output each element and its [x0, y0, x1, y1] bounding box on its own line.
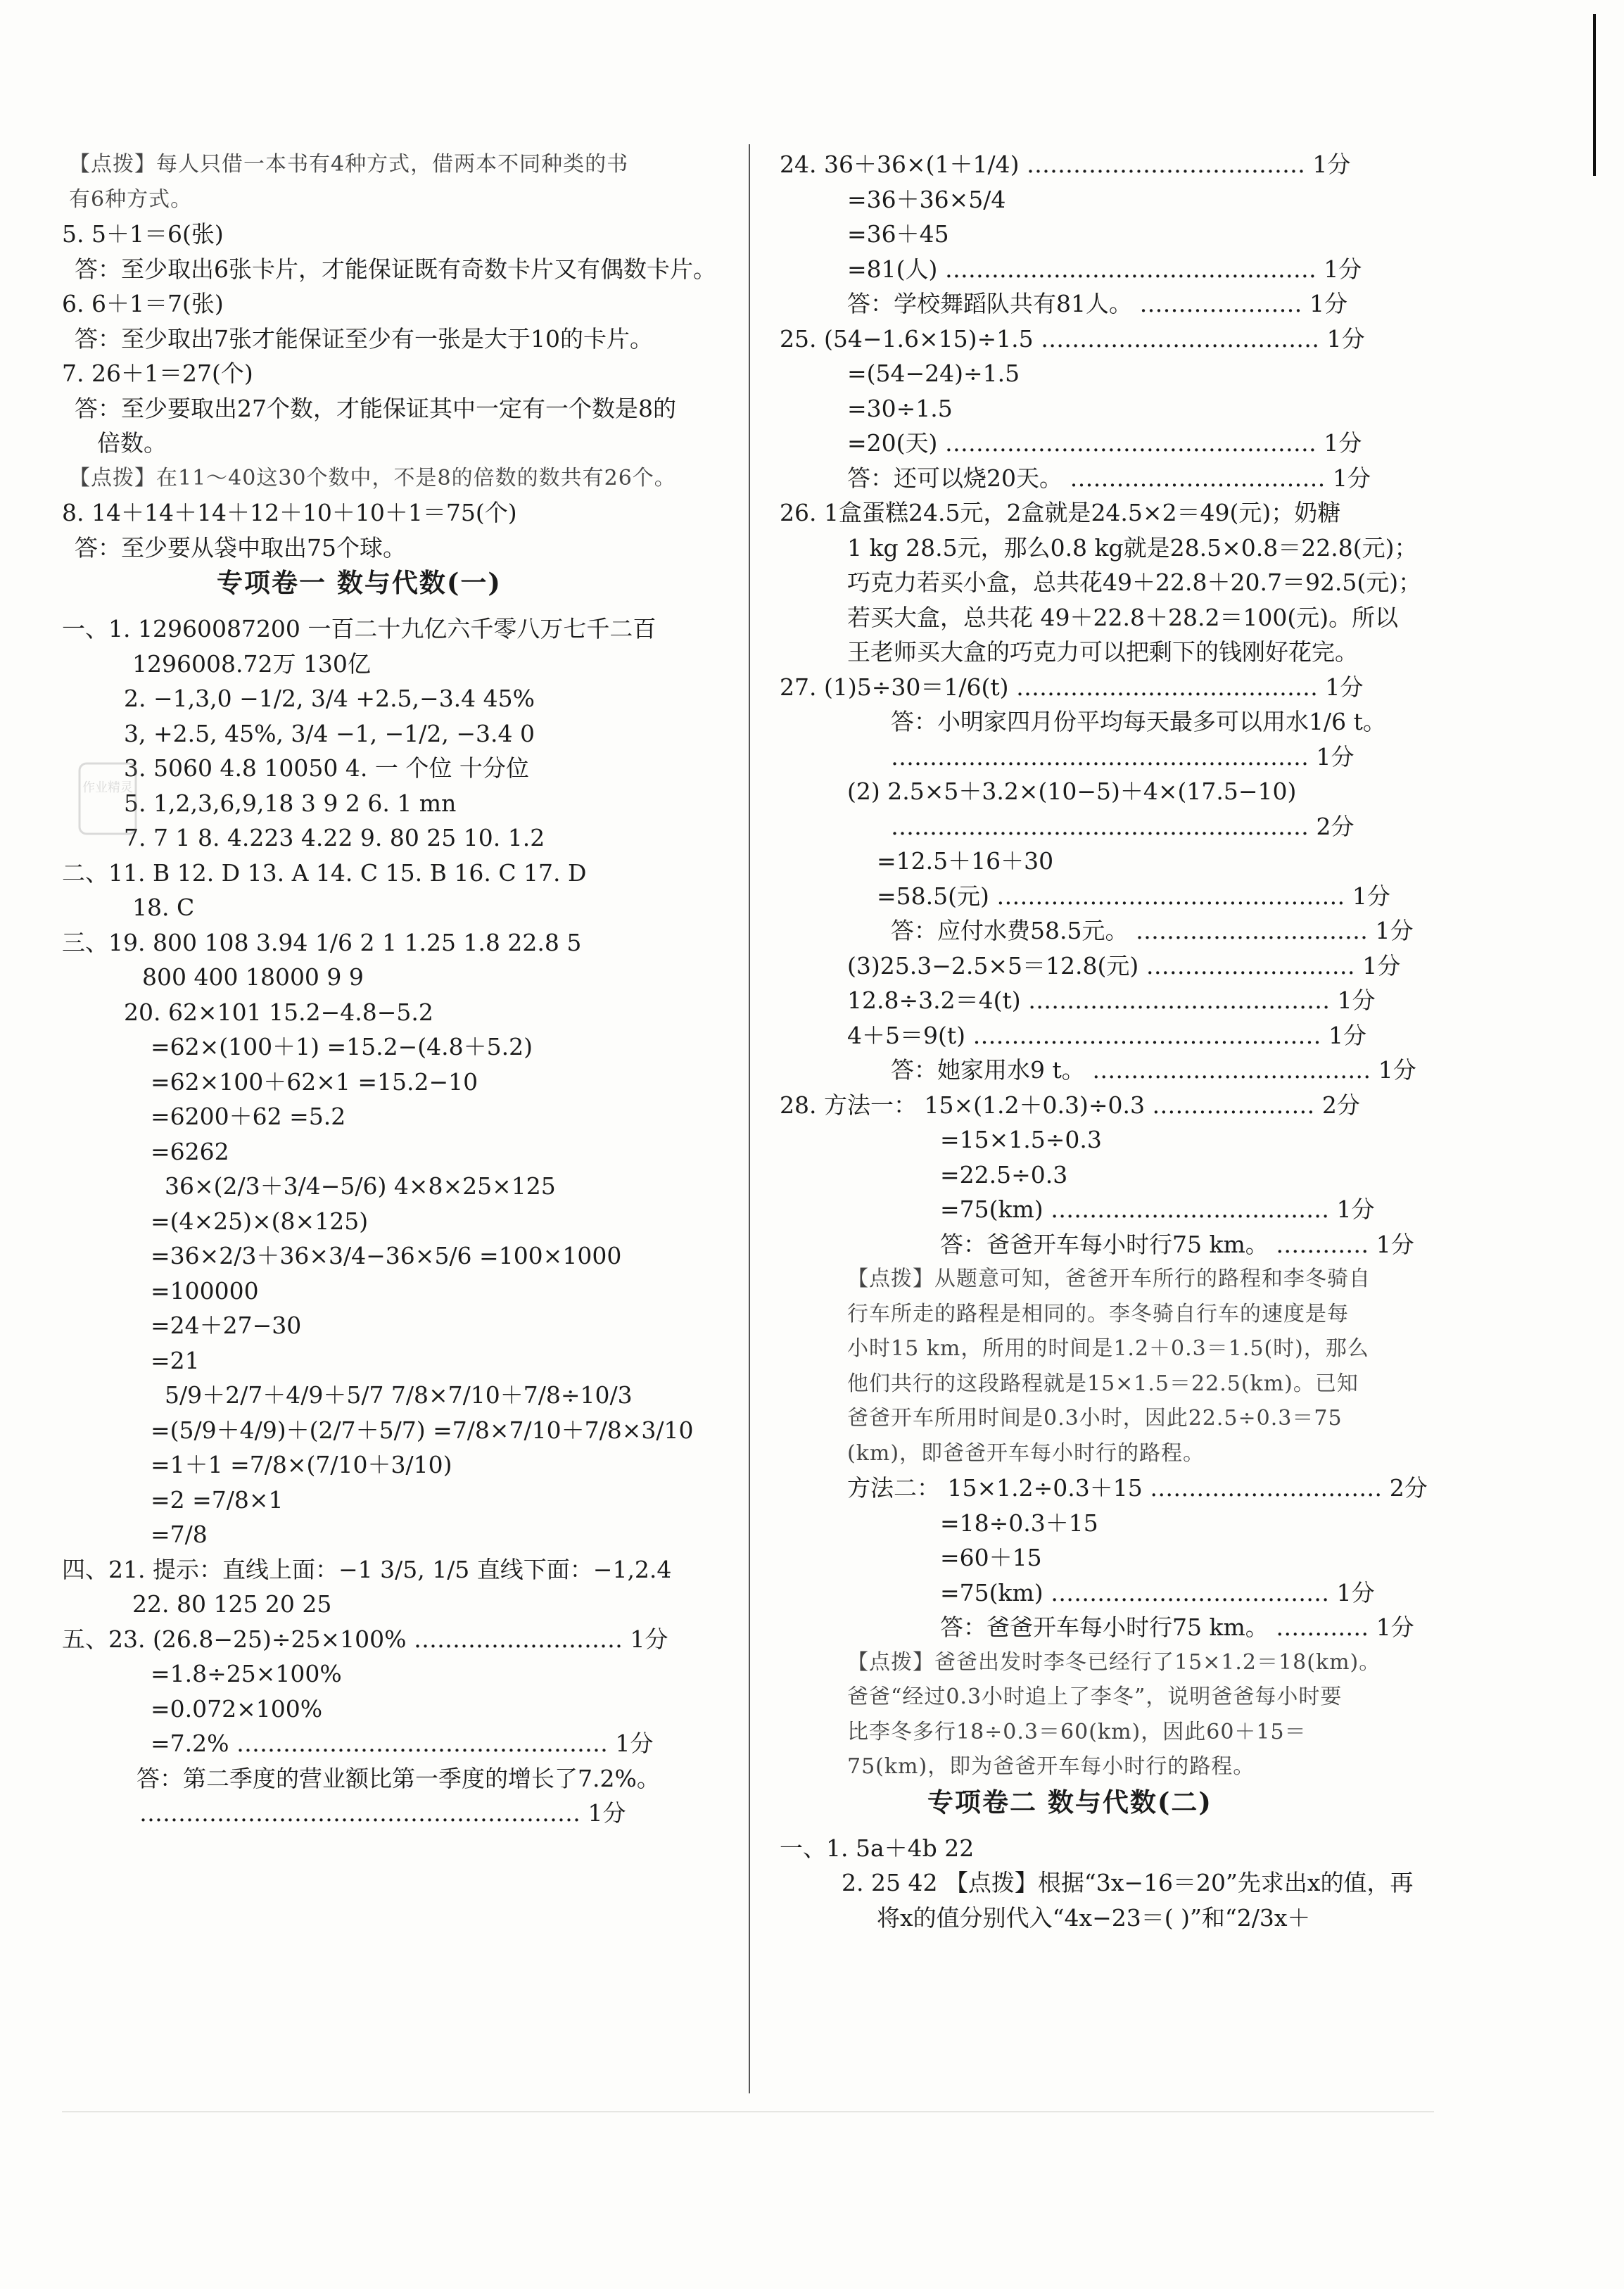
- answer-line: 25. (54−1.6×15)÷1.5 ……………………………… 1分: [780, 324, 1365, 353]
- answer-line: 24. 36＋36×(1＋1/4) ……………………………… 1分: [780, 151, 1351, 178]
- answer-line: 28. 方法一： 15×(1.2＋0.3)÷0.3 ………………… 2分: [780, 1091, 1360, 1119]
- answer-line: 将x的值分别代入“4x−23＝( )”和“2/3x＋: [877, 1903, 1311, 1932]
- answer-line: 王老师买大盒的巧克力可以把剩下的钱刚好花完。: [847, 638, 1358, 666]
- answer-line: 答：第二季度的营业额比第一季度的增长了7.2%。: [137, 1764, 660, 1792]
- answer-line: =30÷1.5: [847, 394, 953, 422]
- hint-line: 有6种方式。: [69, 186, 193, 212]
- answer-line: 若买大盒，总共花 49＋22.8＋28.2＝100(元)。所以: [847, 603, 1399, 631]
- answer-line: =62×100＋62×1 =15.2−10: [151, 1067, 478, 1096]
- answer-line: =7/8: [151, 1521, 208, 1548]
- hint-line: 【点拨】在11～40这30个数中，不是8的倍数的数共有26个。: [69, 465, 676, 490]
- column-divider: [749, 144, 750, 2093]
- answer-line: (2) 2.5×5＋3.2×(10−5)＋4×(17.5−10): [847, 778, 1297, 805]
- hint-line: 行车所走的路程是相同的。李冬骑自行车的速度是每: [847, 1301, 1349, 1326]
- answer-line: =21: [151, 1346, 200, 1374]
- answer-line: 五、23. (26.8−25)÷25×100% ……………………… 1分: [62, 1625, 668, 1653]
- answer-line: =36＋36×5/4: [847, 185, 1006, 213]
- hint-line: 75(km)，即为爸爸开车每小时行的路程。: [847, 1754, 1255, 1779]
- answer-line: 答：学校舞蹈队共有81人。 ………………… 1分: [847, 290, 1347, 317]
- answer-line: 800 400 18000 9 9: [142, 963, 364, 991]
- answer-line: 答：应付水费58.5元。 ………………………… 1分: [891, 917, 1414, 944]
- hint-line: 【点拨】每人只借一本书有4种方式，借两本不同种类的书: [69, 152, 629, 177]
- hint-line: 爸爸“经过0.3小时追上了李冬”，说明爸爸每小时要: [847, 1685, 1343, 1709]
- answer-line: =(5/9＋4/9)＋(2/7＋5/7) =7/8×7/10＋7/8×3/10: [151, 1416, 694, 1444]
- answer-line: 22. 80 125 20 25: [132, 1590, 332, 1618]
- answer-line: =12.5＋16＋30: [877, 847, 1054, 875]
- answer-line: 一、1. 5a＋4b 22: [780, 1834, 975, 1862]
- scan-edge-mark: [1593, 14, 1596, 176]
- answer-line: 7. 26＋1＝27(个): [62, 360, 253, 387]
- section-title: 专项卷二 数与代数(二): [927, 1786, 1212, 1818]
- answer-line: =1＋1 =7/8×(7/10＋3/10): [151, 1451, 452, 1478]
- answer-line: =15×1.5÷0.3: [940, 1126, 1102, 1153]
- answer-line: 4＋5＝9(t) ……………………………………… 1分: [847, 1021, 1366, 1049]
- answer-line: 18. C: [132, 894, 195, 921]
- answer-line: 答：至少要取出27个数，才能保证其中一定有一个数是8的: [75, 394, 676, 422]
- hint-line: 比李冬多行18÷0.3＝60(km)，因此60＋15＝: [847, 1719, 1307, 1744]
- answer-line: 2. −1,3,0 −1/2, 3/4 +2.5,−3.4 45%: [124, 685, 535, 712]
- answer-line: =22.5÷0.3: [940, 1160, 1068, 1188]
- answer-line: 答：爸爸开车每小时行75 km。 ………… 1分: [940, 1230, 1414, 1258]
- watermark-stamp: [76, 760, 139, 837]
- answer-line: =0.072×100%: [151, 1694, 323, 1723]
- answer-line: =6200＋62 =5.2: [151, 1103, 346, 1130]
- answer-line: =7.2% ………………………………………… 1分: [151, 1730, 654, 1757]
- answer-line: 答：她家用水9 t。 ……………………………… 1分: [891, 1056, 1416, 1084]
- answer-line: 5. 1,2,3,6,9,18 3 9 2 6. 1 mn: [124, 789, 457, 817]
- answer-line: =(54−24)÷1.5: [847, 360, 1020, 387]
- answer-line: =6262: [151, 1137, 229, 1165]
- answer-line: =58.5(元) ……………………………………… 1分: [877, 882, 1390, 910]
- answer-line: 二、11. B 12. D 13. A 14. C 15. B 16. C 17. D: [62, 858, 587, 887]
- answer-line: =81(人) ………………………………………… 1分: [847, 255, 1362, 283]
- answer-line: 5/9＋2/7＋4/9＋5/7 7/8×7/10＋7/8÷10/3: [165, 1381, 633, 1409]
- answer-line: ……………………………………………… 1分: [891, 742, 1355, 771]
- answer-line: 8. 14＋14＋14＋12＋10＋10＋1＝75(个): [62, 499, 517, 526]
- answer-line: 答：爸爸开车每小时行75 km。 ………… 1分: [940, 1613, 1414, 1641]
- answer-line: ………………………………………………… 1分: [139, 1799, 626, 1827]
- hint-line: 小时15 km，所用的时间是1.2＋0.3＝1.5(时)，那么: [847, 1336, 1369, 1361]
- bottom-scan-edge: [62, 2111, 1434, 2112]
- answer-line: 四、21. 提示：直线上面：−1 3/5, 1/5 直线下面：−1,2.4: [62, 1555, 672, 1583]
- section-title: 专项卷一 数与代数(一): [217, 567, 502, 598]
- answer-line: =24＋27−30: [151, 1312, 302, 1339]
- answer-line: 12.8÷3.2＝4(t) ………………………………… 1分: [847, 987, 1376, 1014]
- hint-line: 【点拨】从题意可知，爸爸开车所行的路程和李冬骑自: [847, 1267, 1371, 1291]
- answer-line: =62×(100＋1) =15.2−(4.8＋5.2): [151, 1033, 533, 1060]
- answer-line: =18÷0.3＋15: [940, 1509, 1098, 1537]
- answer-line: 26. 1盒蛋糕24.5元，2盒就是24.5×2＝49(元)；奶糖: [780, 499, 1341, 526]
- answer-line: 巧克力若买小盒，总共花49＋22.8＋20.7＝92.5(元)；: [847, 569, 1422, 596]
- answer-line: 三、19. 800 108 3.94 1/6 2 1 1.25 1.8 22.8 5: [62, 928, 582, 956]
- answer-line: =75(km) ……………………………… 1分: [940, 1578, 1375, 1606]
- answer-line: 36×(2/3＋3/4−5/6) 4×8×25×125: [165, 1172, 556, 1200]
- watermark-text-1: 作业精灵: [82, 780, 133, 795]
- answer-line: 7. 7 1 8. 4.223 4.22 9. 80 25 10. 1.2: [124, 824, 545, 851]
- hint-line: 爸爸开车所用时间是0.3小时，因此22.5÷0.3＝75: [847, 1406, 1343, 1431]
- answer-line: =(4×25)×(8×125): [151, 1207, 369, 1235]
- answer-line: 1 kg 28.5元，那么0.8 kg就是28.5×0.8＝22.8(元)；: [847, 533, 1418, 562]
- hint-line: 他们共行的这段路程就是15×1.5＝22.5(km)。已知: [847, 1371, 1359, 1396]
- answer-line: 27. (1)5÷30＝1/6(t) ………………………………… 1分: [780, 673, 1364, 701]
- answer-line: 答：小明家四月份平均每天最多可以用水1/6 t。: [891, 708, 1386, 735]
- answer-line: 倍数。: [97, 429, 167, 457]
- hint-line: 【点拨】爸爸出发时李冬已经行了15×1.2＝18(km)。: [847, 1649, 1381, 1675]
- answer-line: 5. 5＋1＝6(张): [62, 220, 224, 248]
- answer-line: =75(km) ……………………………… 1分: [940, 1196, 1375, 1223]
- answer-line: 答：至少取出7张才能保证至少有一张是大于10的卡片。: [75, 324, 653, 353]
- answer-line: 6. 6＋1＝7(张): [62, 290, 224, 317]
- answer-line: 3. 5060 4.8 10050 4. 一 个位 十分位: [124, 754, 529, 782]
- answer-line: 3, +2.5, 45%, 3/4 −1, −1/2, −3.4 0: [124, 719, 535, 747]
- answer-line: (3)25.3−2.5×5＝12.8(元) ……………………… 1分: [847, 951, 1401, 979]
- answer-line: ……………………………………………… 2分: [891, 812, 1355, 840]
- answer-line: =36×2/3＋36×3/4−36×5/6 =100×1000: [151, 1242, 622, 1269]
- answer-line: 一、1. 12960087200 一百二十九亿六千零八万七千二百: [62, 615, 656, 642]
- answer-line: =100000: [151, 1276, 259, 1305]
- answer-line: 方法二： 15×1.2÷0.3＋15 ………………………… 2分: [847, 1474, 1428, 1502]
- answer-line: 答：至少要从袋中取出75个球。: [75, 533, 406, 562]
- answer-line: 20. 62×101 15.2−4.8−5.2: [124, 998, 433, 1026]
- answer-line: 答：至少取出6张卡片，才能保证既有奇数卡片又有偶数卡片。: [75, 255, 716, 283]
- answer-line: =36＋45: [847, 220, 949, 248]
- answer-line: 1296008.72万 130亿: [132, 649, 371, 678]
- answer-line: =1.8÷25×100%: [151, 1660, 342, 1687]
- answer-line: =20(天) ………………………………………… 1分: [847, 429, 1362, 457]
- answer-line: =60＋15: [940, 1544, 1042, 1571]
- answer-line: 答：还可以烧20天。 …………………………… 1分: [847, 464, 1371, 492]
- hint-line: (km)，即爸爸开车每小时行的路程。: [847, 1440, 1205, 1466]
- answer-line: =2 =7/8×1: [151, 1485, 284, 1514]
- answer-line: 2. 25 42 【点拨】根据“3x−16＝20”先求出x的值，再: [842, 1869, 1414, 1896]
